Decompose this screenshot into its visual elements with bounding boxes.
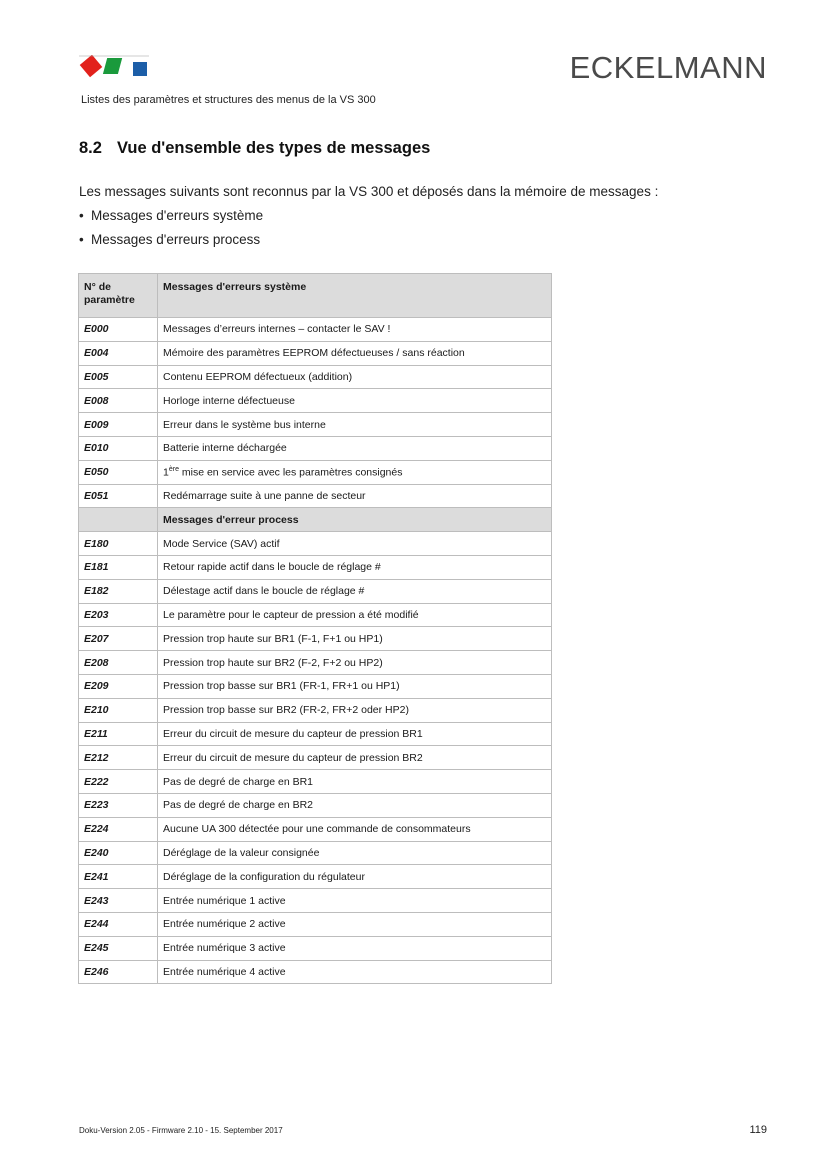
table-row (79, 365, 552, 389)
message-description: Erreur dans le système bus interne (158, 413, 552, 437)
table-row (79, 912, 552, 936)
table-row (79, 603, 552, 627)
table-row (79, 936, 552, 960)
message-description: Déréglage de la configuration du régulateur (158, 865, 552, 889)
footer-version: Doku-Version 2.05 - Firmware 2.10 - 15. September 2017 (79, 1126, 283, 1135)
messages-table (78, 273, 552, 984)
message-code: E008 (79, 389, 158, 413)
system-messages-header: Messages d'erreurs système (158, 274, 552, 318)
message-description: Entrée numérique 3 active (158, 936, 552, 960)
message-code: E181 (79, 555, 158, 579)
message-description: Entrée numérique 2 active (158, 912, 552, 936)
table-row (79, 389, 552, 413)
table-row (79, 698, 552, 722)
message-code: E224 (79, 817, 158, 841)
message-description: 1ère mise en service avec les paramètres consignés (158, 460, 552, 484)
message-description: Entrée numérique 1 active (158, 889, 552, 913)
table-row (79, 865, 552, 889)
table-row (79, 436, 552, 460)
table-row (79, 793, 552, 817)
bullet-item: • Messages d'erreurs process (79, 230, 263, 254)
logo-blue-square (133, 62, 147, 76)
message-description: Redémarrage suite à une panne de secteur (158, 484, 552, 508)
message-description: Pression trop basse sur BR2 (FR-2, FR+2 oder HP2) (158, 698, 552, 722)
message-code: E005 (79, 365, 158, 389)
message-description: Retour rapide actif dans le boucle de réglage # (158, 555, 552, 579)
table-row (79, 413, 552, 437)
process-messages-header: Messages d'erreur process (158, 508, 552, 532)
message-code: E211 (79, 722, 158, 746)
logo-green-square (103, 58, 122, 74)
process-header-row (79, 508, 552, 532)
message-code: E207 (79, 627, 158, 651)
message-code: E241 (79, 865, 158, 889)
message-description: Pas de degré de charge en BR2 (158, 793, 552, 817)
bullet-item: • Messages d'erreurs système (79, 206, 263, 230)
table-row (79, 484, 552, 508)
message-code: E208 (79, 651, 158, 675)
message-description: Batterie interne déchargée (158, 436, 552, 460)
bullet-dot-icon: • (79, 208, 84, 223)
param-number-header: N° de paramètre (79, 274, 158, 318)
table-row (79, 770, 552, 794)
table-row (79, 532, 552, 556)
table-row (79, 722, 552, 746)
message-description: Le paramètre pour le capteur de pression a été modifié (158, 603, 552, 627)
section-heading (79, 139, 430, 158)
message-code: E245 (79, 936, 158, 960)
message-code: E210 (79, 698, 158, 722)
message-code: E244 (79, 912, 158, 936)
message-description: Déréglage de la valeur consignée (158, 841, 552, 865)
message-code: E222 (79, 770, 158, 794)
message-description: Horloge interne défectueuse (158, 389, 552, 413)
table-row (79, 341, 552, 365)
table-header-row (79, 274, 552, 318)
section-title: Vue d'ensemble des types de messages (117, 139, 431, 157)
section-number: 8.2 (79, 139, 102, 157)
message-code: E009 (79, 413, 158, 437)
message-description: Mode Service (SAV) actif (158, 532, 552, 556)
table-row (79, 579, 552, 603)
table-row (79, 674, 552, 698)
message-description: Erreur du circuit de mesure du capteur de pression BR2 (158, 746, 552, 770)
message-code: E212 (79, 746, 158, 770)
message-code: E051 (79, 484, 158, 508)
process-section (79, 508, 552, 532)
message-description: Pression trop haute sur BR2 (F-2, F+2 ou HP2) (158, 651, 552, 675)
message-description: Délestage actif dans le boucle de réglage # (158, 579, 552, 603)
message-code: E050 (79, 460, 158, 484)
brand-name: ECKELMANN (569, 50, 767, 85)
system-messages-body (79, 318, 552, 508)
bullet-list (79, 206, 263, 254)
page-number: 119 (749, 1124, 767, 1136)
message-description: Entrée numérique 4 active (158, 960, 552, 984)
process-messages-body (79, 532, 552, 984)
message-code: E243 (79, 889, 158, 913)
intro-paragraph: Les messages suivants sont reconnus par la VS 300 et déposés dans la mémoire de messages : (79, 184, 659, 199)
message-code: E182 (79, 579, 158, 603)
message-description: Mémoire des paramètres EEPROM défectueuses / sans réaction (158, 341, 552, 365)
logo-red-square (80, 55, 103, 77)
message-description: Contenu EEPROM défectueux (addition) (158, 365, 552, 389)
message-code: E209 (79, 674, 158, 698)
table-row (79, 841, 552, 865)
bullet-dot-icon: • (79, 232, 84, 247)
message-code: E203 (79, 603, 158, 627)
message-code: E223 (79, 793, 158, 817)
message-code: E180 (79, 532, 158, 556)
message-code: E246 (79, 960, 158, 984)
message-description: Aucune UA 300 détectée pour une commande de consommateurs (158, 817, 552, 841)
empty-cell (79, 508, 158, 532)
message-code: E240 (79, 841, 158, 865)
message-code: E004 (79, 341, 158, 365)
table-row (79, 318, 552, 342)
message-code: E010 (79, 436, 158, 460)
table-row (79, 960, 552, 984)
message-description: Pas de degré de charge en BR1 (158, 770, 552, 794)
table-row (79, 817, 552, 841)
company-logo (79, 55, 149, 79)
message-description: Pression trop haute sur BR1 (F-1, F+1 ou HP1) (158, 627, 552, 651)
table-row (79, 889, 552, 913)
table-row (79, 555, 552, 579)
message-code: E000 (79, 318, 158, 342)
table-row (79, 651, 552, 675)
table-row (79, 627, 552, 651)
document-subtitle: Listes des paramètres et structures des menus de la VS 300 (81, 94, 376, 106)
message-description: Pression trop basse sur BR1 (FR-1, FR+1 ou HP1) (158, 674, 552, 698)
table-row (79, 460, 552, 484)
message-description: Erreur du circuit de mesure du capteur de pression BR1 (158, 722, 552, 746)
message-description: Messages d’erreurs internes – contacter le SAV ! (158, 318, 552, 342)
table-row (79, 746, 552, 770)
